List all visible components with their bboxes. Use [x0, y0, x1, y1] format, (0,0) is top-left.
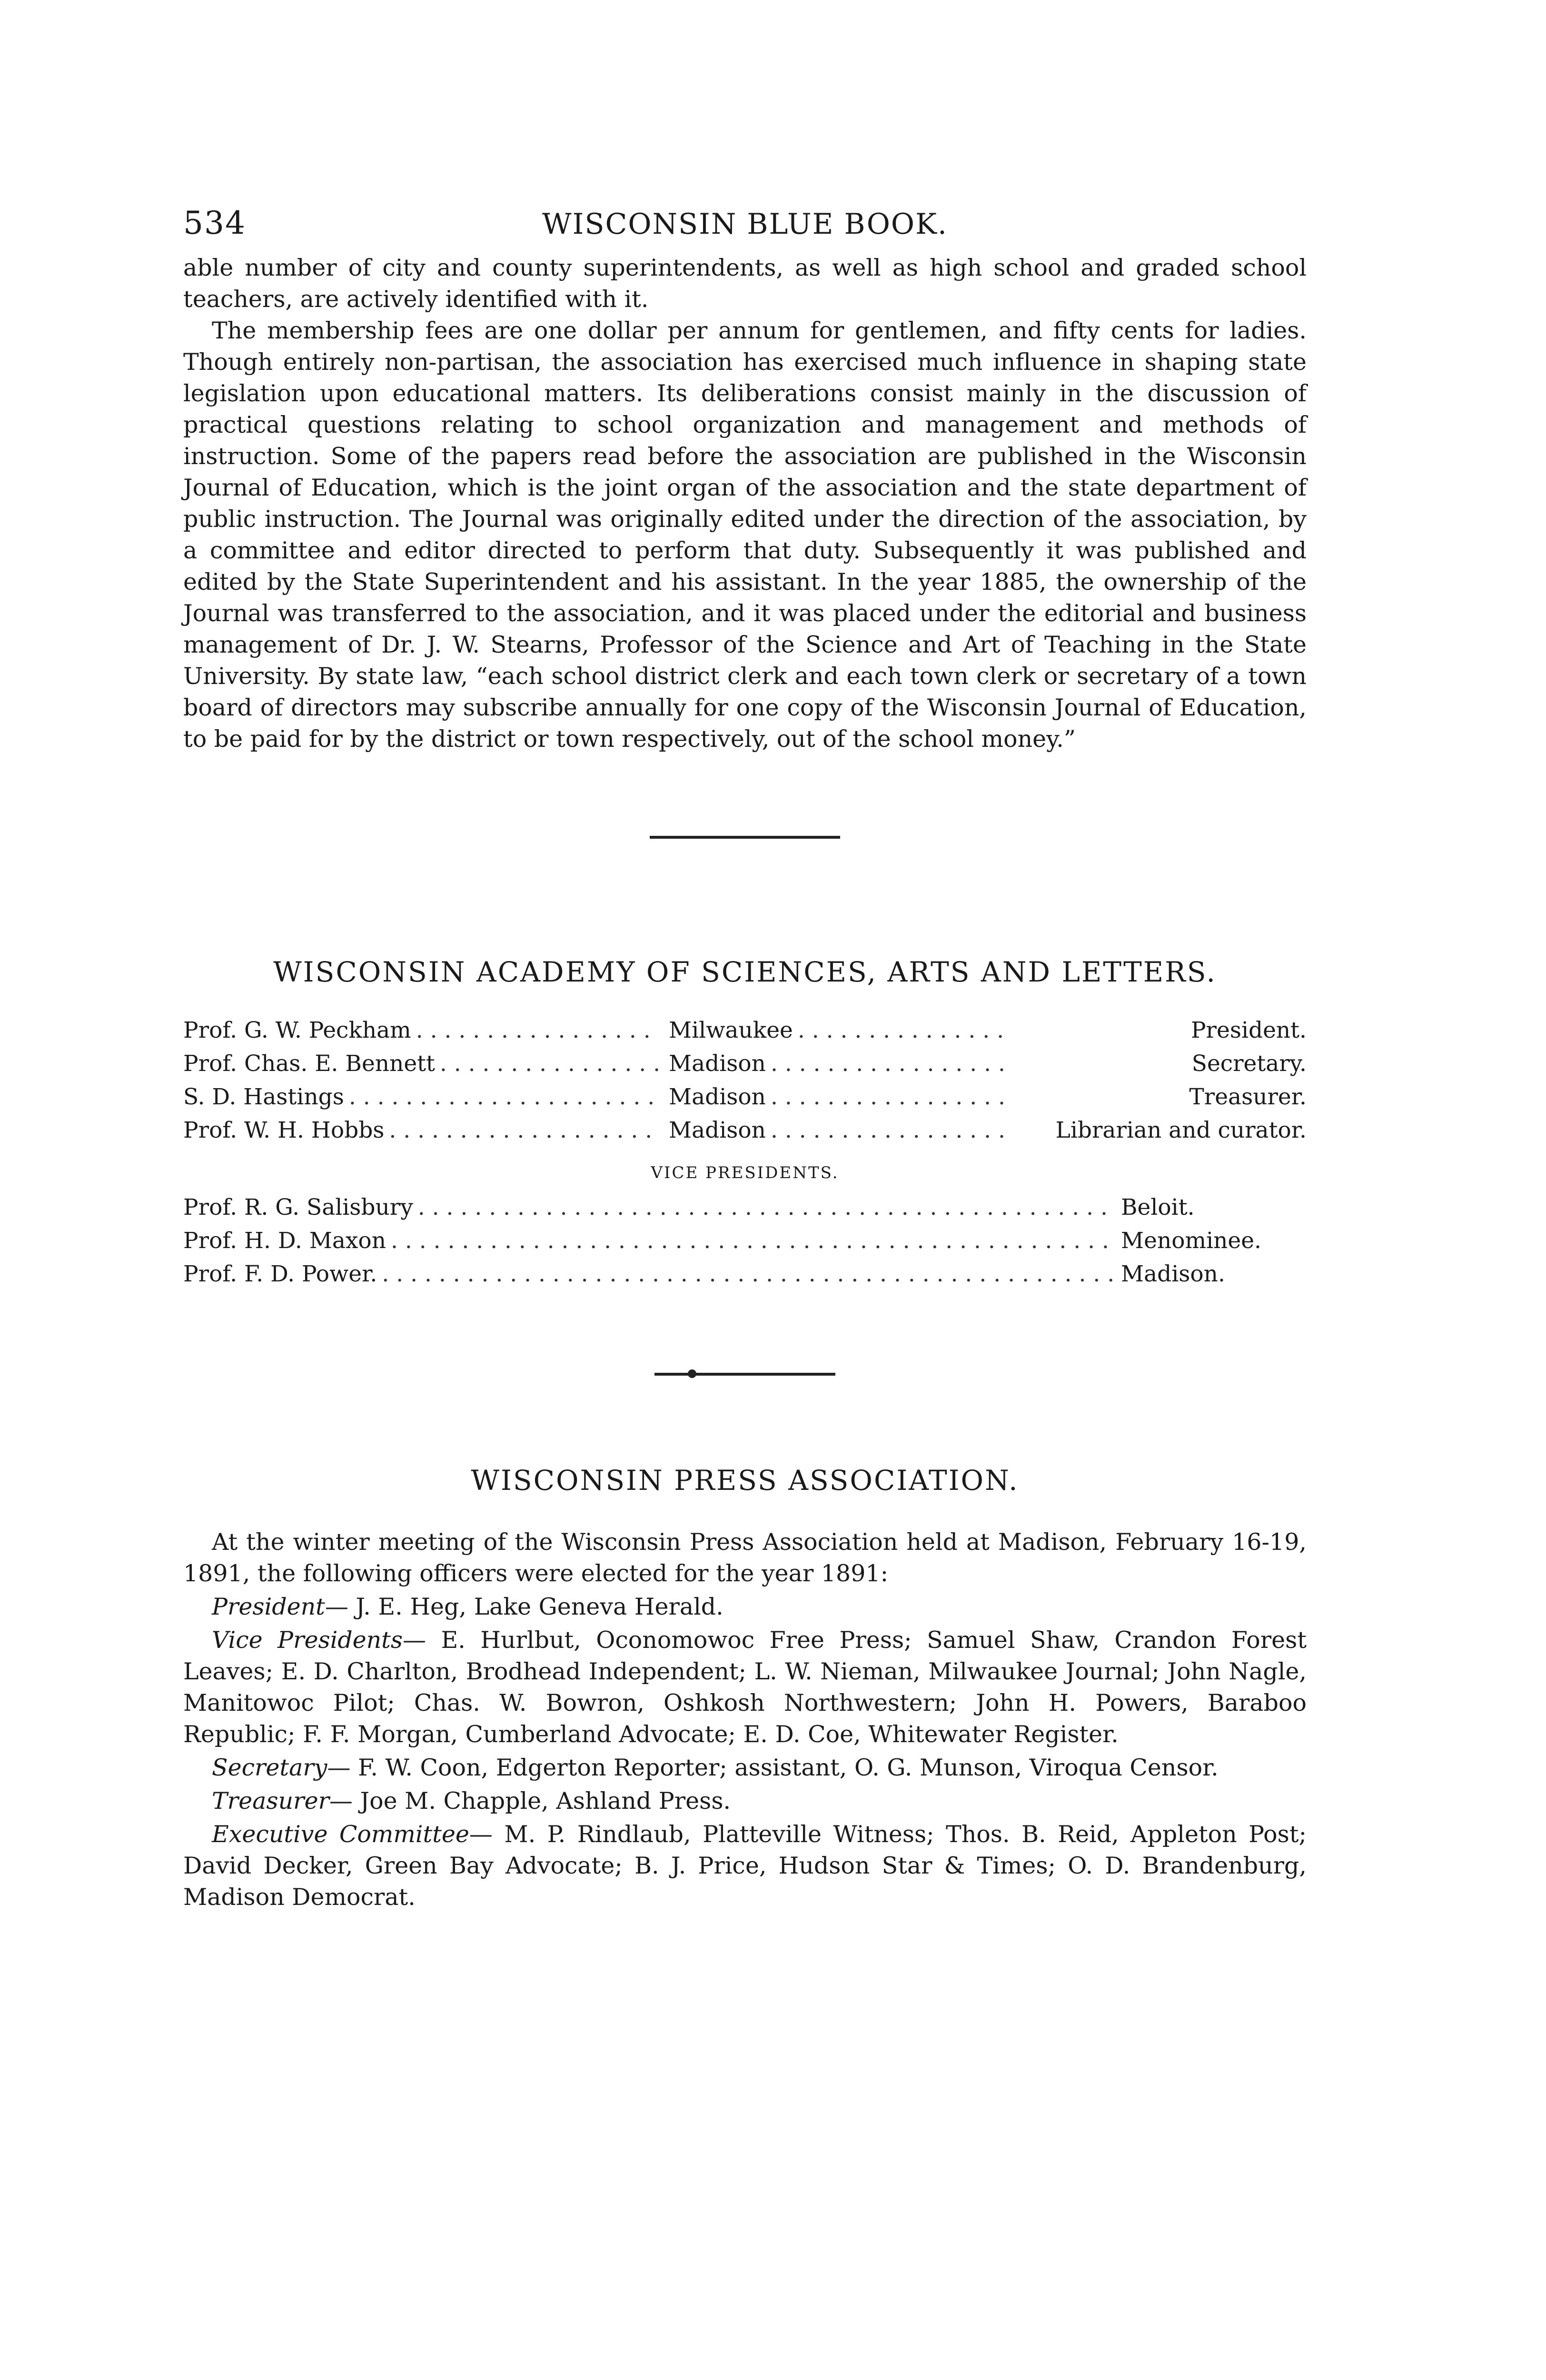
officer-name: Prof. G. W. Peckham [183, 1017, 411, 1043]
rule-ornament-dot [688, 1369, 696, 1378]
academy-section [183, 955, 1307, 1294]
section-divider-rule [654, 1373, 835, 1376]
vice-president-row [183, 1261, 1273, 1294]
press-association-section [183, 1464, 1307, 1913]
vice-president-name: Prof. F. D. Power. [183, 1261, 377, 1287]
treasurer-label: Treasurer [212, 1787, 329, 1815]
education-association-continuation [183, 252, 1307, 755]
secretary-text: F. W. Coon, Edgerton Reporter; assistant, O. G. Munson, Viroqua Censor. [358, 1754, 1219, 1781]
press-secretary-entry: Secretary— F. W. Coon, Edgerton Reporter; assistant, O. G. Munson, Viroqua Censor. [212, 1754, 1219, 1781]
executive-committee-label: Executive Committee [212, 1821, 469, 1848]
officer-row [183, 1051, 1307, 1084]
officer-city: Madison [669, 1084, 766, 1110]
vice-presidents-list [183, 1194, 1307, 1294]
press-president-entry: President— J. E. Heg, Lake Geneva Herald. [212, 1593, 723, 1620]
page-header [183, 205, 1307, 252]
section-divider-rule [650, 836, 840, 839]
press-treasurer-entry: Treasurer— Joe M. Chapple, Ashland Press. [212, 1787, 731, 1815]
officer-office: Secretary. [1191, 1051, 1307, 1077]
vice-president-city: Beloit. [1121, 1194, 1195, 1220]
vice-president-row [183, 1228, 1273, 1261]
academy-title: WISCONSIN ACADEMY OF SCIENCES, ARTS AND LETTERS. [273, 956, 1217, 988]
officer-row [183, 1117, 1307, 1150]
vice-president-city: Madison. [1121, 1261, 1225, 1287]
officer-office: Treasurer. [1189, 1084, 1307, 1110]
vice-presidents-label: Vice Presidents [212, 1626, 403, 1654]
intro-paragraph-1: able number of city and county superintendents, as well as high school and graded school teachers, are actively identified with it. [183, 254, 1307, 313]
officer-row [183, 1084, 1307, 1117]
officer-office: Librarian and curator. [1055, 1117, 1307, 1143]
secretary-label: Secretary [212, 1754, 327, 1781]
press-vice-presidents-entry: Vice Presidents— E. Hurlbut, Oconomowoc Free Press; Samuel Shaw, Crandon Forest Leaves; E. D. Charlton, Brodhead Independent; L. W. Nieman, Milwaukee Journal; John Nagle, Manitowoc Pilot; Chas. W. Bowron, Oshkosh Northwestern; John H. Powers, Baraboo Republic; F. F. Morgan, Cumberland Advocate; E. D. Coe, Whitewater Register. [183, 1626, 1307, 1748]
academy-officers-list [183, 1017, 1307, 1150]
press-intro-paragraph: At the winter meeting of the Wisconsin Press Association held at Madison, February 16-19, 1891, the following officers were elected for the year 1891: [183, 1528, 1307, 1587]
officer-office: President. [1190, 1017, 1307, 1043]
officer-row [183, 1017, 1307, 1051]
vice-president-row [183, 1194, 1273, 1228]
vice-president-name: Prof. R. G. Salisbury [183, 1194, 413, 1220]
officer-city: Madison [669, 1117, 766, 1143]
officer-city: Madison [669, 1051, 766, 1077]
press-association-title: WISCONSIN PRESS ASSOCIATION. [471, 1464, 1019, 1497]
page-content [183, 205, 1307, 1913]
officer-city: Milwaukee [669, 1017, 793, 1043]
running-title: WISCONSIN BLUE BOOK. [542, 208, 948, 241]
president-text: J. E. Heg, Lake Geneva Herald. [356, 1593, 723, 1620]
press-executive-committee-entry: Executive Committee— M. P. Rindlaub, Platteville Witness; Thos. B. Reid, Appleton Post; David Decker, Green Bay Advocate; B. J. Price, Hudson Star & Times; O. D. Brandenburg, Madison Democrat. [183, 1821, 1307, 1911]
vice-presidents-heading: VICE PRESIDENTS. [651, 1163, 839, 1182]
press-officers-text [183, 1527, 1307, 1913]
vice-presidents-text: E. Hurlbut, Oconomowoc Free Press; Samuel Shaw, Crandon Forest Leaves; E. D. Charlton, Brodhead Independent; L. W. Nieman, Milwaukee Journal; John Nagle, Manitowoc Pilot; Chas. W. Bowron, Oshkosh Northwestern; John H. Powers, Baraboo Republic; F. F. Morgan, Cumberland Advocate; E. D. Coe, Whitewater Register. [183, 1626, 1307, 1748]
treasurer-text: Joe M. Chapple, Ashland Press. [360, 1787, 731, 1815]
officer-name: Prof. W. H. Hobbs [183, 1117, 385, 1143]
executive-committee-text: M. P. Rindlaub, Platteville Witness; Thos. B. Reid, Appleton Post; David Decker, Green Bay Advocate; B. J. Price, Hudson Star & Times; O. D. Brandenburg, Madison Democrat. [183, 1821, 1307, 1911]
page-number: 534 [183, 205, 246, 241]
president-label: President [212, 1593, 325, 1620]
officer-name: S. D. Hastings [183, 1084, 344, 1110]
vice-president-name: Prof. H. D. Maxon [183, 1228, 386, 1254]
vice-president-city: Menominee. [1121, 1228, 1261, 1254]
officer-name: Prof. Chas. E. Bennett [183, 1051, 435, 1077]
intro-paragraph-2: The membership fees are one dollar per annum for gentlemen, and fifty cents for ladies. Though entirely non-partisan, the association has exercised much influence in shaping state legislation upon educational matters. Its deliberations consist mainly in the discussion of practical questions relating to school organization and management and methods of instruction. Some of the papers read before the association are published in the Wisconsin Journal of Education, which is the joint organ of the association and the state department of public instruction. The Journal was originally edited under the direction of the association, by a committee and editor directed to perform that duty. Subsequently it was published and edited by the State Superintendent and his assistant. In the year 1885, the ownership of the Journal was transferred to the association, and it was placed under the editorial and business management of Dr. J. W. Stearns, Professor of the Science and Art of Teaching in the State University. By state law, “each school district clerk and each town clerk or secretary of a town board of directors may subscribe annually for one copy of the Wisconsin Journal of Education, to be paid for by the district or town respectively, out of the school money.” [183, 317, 1307, 753]
